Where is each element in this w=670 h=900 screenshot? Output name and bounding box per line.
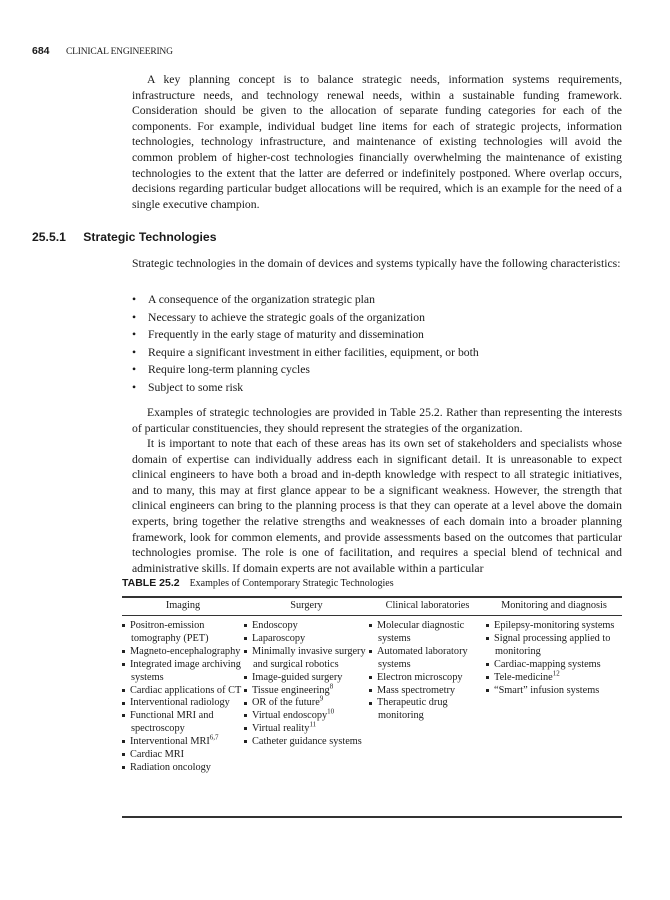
table-list-item: [244, 672, 369, 685]
table-list-item: [369, 697, 486, 723]
list-item: • A consequence of the organization strategic plan: [132, 291, 479, 309]
bullet-icon: [122, 624, 125, 627]
bullet-icon: •: [132, 293, 137, 306]
bullet-icon: •: [132, 345, 137, 359]
bullet-icon: •: [132, 328, 137, 342]
table-label: TABLE 25.2: [122, 577, 180, 589]
list-item: • Subject to some risk: [132, 379, 479, 397]
table-list-item: [122, 646, 244, 659]
characteristics-list: [132, 291, 479, 397]
bullet-icon: [244, 624, 247, 627]
item-text: Interventional MRI: [130, 736, 210, 748]
item-text: Virtual reality: [252, 723, 310, 735]
item-text: Radiation oncology: [130, 761, 211, 773]
reference-superscript: 10: [327, 707, 335, 716]
bullet-icon: [486, 676, 489, 679]
bullet-icon: [486, 663, 489, 666]
table-list-item: [369, 620, 486, 646]
section-title: Strategic Technologies: [83, 230, 217, 244]
table-list-item: [122, 710, 244, 736]
bullet-icon: [369, 676, 372, 679]
reference-superscript: 6,7: [209, 733, 219, 742]
paragraph-examples: Examples of strategic technologies are provided in Table 25.2. Rather than representing the interests of particular constituencies, they should represent the strategies of the organization.: [132, 406, 622, 435]
list-item: • Require long-term planning cycles: [132, 361, 479, 379]
list-item: • Require a significant investment in either facilities, equipment, or both: [132, 344, 479, 362]
item-text: Tele-medicine: [494, 671, 553, 683]
column-imaging: [122, 616, 244, 775]
table-bottom-rule: [122, 816, 622, 818]
item-text: Electron microscopy: [377, 671, 463, 683]
table-list-item: [486, 669, 622, 685]
column-monitoring-diagnosis: [486, 616, 622, 775]
item-text: Virtual endoscopy: [252, 710, 328, 722]
item-text: Tissue engineering: [252, 684, 330, 696]
table-list-item: [122, 659, 244, 685]
bullet-icon: •: [132, 380, 137, 394]
table-title: Examples of Contemporary Strategic Technologies: [189, 578, 394, 589]
table-list-item: [244, 720, 369, 736]
bullet-icon: [244, 689, 247, 692]
item-text: Cardiac MRI: [130, 749, 185, 761]
column-surgery: [244, 616, 369, 775]
bullet-icon: [244, 727, 247, 730]
running-title: CLINICAL ENGINEERING: [66, 47, 173, 57]
item-text: Therapeutic drug monitoring: [377, 697, 448, 722]
bullet-icon: [369, 650, 372, 653]
item-text: Automated laboratory systems: [377, 645, 468, 670]
bullet-icon: [486, 637, 489, 640]
column-header: Imaging: [165, 600, 201, 611]
reference-superscript: 11: [309, 720, 317, 729]
bullet-icon: [369, 702, 372, 705]
table-caption: [122, 577, 394, 589]
table-list-item: [122, 620, 244, 646]
bullet-icon: •: [132, 310, 137, 324]
bullet-icon: [122, 740, 125, 743]
strategic-technologies-table: [122, 599, 622, 775]
item-text: Functional MRI and spectroscopy: [130, 710, 214, 735]
item-text: Signal processing applied to monitoring: [494, 632, 611, 657]
item-text: Catheter guidance systems: [252, 736, 362, 748]
bullet-icon: [244, 637, 247, 640]
bullet-icon: [122, 650, 125, 653]
item-text: Laparoscopy: [252, 632, 306, 644]
column-header: Clinical laboratories: [385, 600, 470, 611]
paragraph-stakeholders: It is important to note that each of these areas has its own set of stakeholders and specialists whose domain of expertise can individually address each in significant detail. It is unreasonable to expect clinical engineers to have both a broad and in-depth knowledge with respect to all strategic initiatives, and to many, this may at first glance appear to be a significant weakness. However, the strength that clinical engineers can bring to the planning process is that they can operate at a level above the domain experts, bring together the relative strengths and weaknesses of each domain into a broader planning framework, look for common elements, and provide assessments based on the outcomes that particular technologies promise. The role is one of facilitation, and requires a special blend of technical and administrative skills. If domain experts are not available within a particular: [132, 437, 622, 575]
bullet-icon: [122, 753, 125, 756]
item-text: Integrated image archiving systems: [130, 658, 241, 683]
bullet-icon: •: [132, 363, 137, 377]
running-head: [32, 45, 173, 57]
table-list-item: [369, 646, 486, 672]
paragraph-budget-planning: A key planning concept is to balance strategic needs, information systems requirements, infrastructure needs, and technology renewal needs, within a sustainable funding framework. Consideration should be given to the allocation of separate funding categories for each of the components. For example, individual budget line items for each of strategic projects, information technologies, technology infrastructure, and maintenance of existing technologies will avoid the common problem of higher-cost technologies financially overwhelming the maintenance of existing technologies to the extent that the latter are deferred or indefinitely postponed. Where overlap occurs, decisions regarding particular budget allocations will be required, which is an example for the need of a single executive champion.: [132, 73, 622, 211]
table-header-row: [122, 599, 622, 616]
list-item: • Frequently in the early stage of maturity and dissemination: [132, 326, 479, 344]
item-text: Epilepsy-monitoring systems: [494, 620, 615, 631]
column-header: Monitoring and diagnosis: [501, 600, 607, 611]
item-text: Mass spectrometry: [377, 684, 456, 696]
bullet-icon: [369, 624, 372, 627]
bullet-icon: [122, 702, 125, 705]
section-heading: [32, 230, 216, 244]
item-text: “Smart” infusion systems: [494, 684, 600, 696]
item-text: Cardiac-mapping systems: [494, 658, 601, 670]
item-text: Cardiac applications of CT: [130, 684, 242, 696]
table-list-item: [486, 685, 622, 698]
table-list-item: [122, 762, 244, 775]
table-list-item: [244, 736, 369, 749]
table-list-item: [122, 749, 244, 762]
table-list-item: [122, 685, 244, 698]
table-list-item: [486, 620, 622, 633]
table-list-item: [369, 685, 486, 698]
bullet-icon: [122, 663, 125, 666]
section-number: 25.5.1: [32, 230, 66, 244]
reference-superscript: 8: [329, 682, 334, 691]
table-list-item: [244, 707, 369, 723]
item-text: Endoscopy: [252, 620, 298, 631]
table-list-item: [122, 697, 244, 710]
bullet-icon: [486, 624, 489, 627]
bullet-icon: [369, 689, 372, 692]
item-text: Positron-emission tomography (PET): [130, 620, 209, 644]
bullet-icon: [244, 702, 247, 705]
column-header: Surgery: [290, 600, 323, 611]
item-text: Magneto-encephalography: [130, 645, 241, 657]
table-top-rule: [122, 596, 622, 598]
item-text: OR of the future: [252, 697, 320, 709]
item-text: Image-guided surgery: [252, 671, 343, 683]
page-number: 684: [32, 45, 50, 57]
table-list-item: [244, 620, 369, 633]
item-text: Interventional radiology: [130, 697, 230, 709]
table-list-item: [244, 646, 369, 672]
table-list-item: [244, 633, 369, 646]
bullet-icon: [122, 766, 125, 769]
table-row: [122, 616, 622, 775]
bullet-icon: [244, 740, 247, 743]
table-list-item: [244, 682, 369, 698]
bullet-icon: [244, 714, 247, 717]
bullet-icon: [122, 689, 125, 692]
item-text: Molecular diagnostic systems: [377, 620, 465, 644]
item-text: Minimally invasive surgery and surgical robotics: [252, 645, 366, 670]
table-list-item: [244, 697, 369, 710]
bullet-icon: [244, 676, 247, 679]
bullet-icon: [244, 650, 247, 653]
bullet-icon: [122, 714, 125, 717]
table-list-item: [122, 733, 244, 749]
reference-superscript: 12: [552, 669, 560, 678]
bullet-icon: [486, 689, 489, 692]
table-list-item: [369, 672, 486, 685]
table-list-item: [486, 633, 622, 659]
column-clinical-laboratories: [369, 616, 486, 775]
list-item: • Necessary to achieve the strategic goals of the organization: [132, 309, 479, 327]
reference-superscript: 9: [319, 695, 324, 704]
paragraph-intro: Strategic technologies in the domain of devices and systems typically have the following characteristics:: [132, 257, 621, 270]
